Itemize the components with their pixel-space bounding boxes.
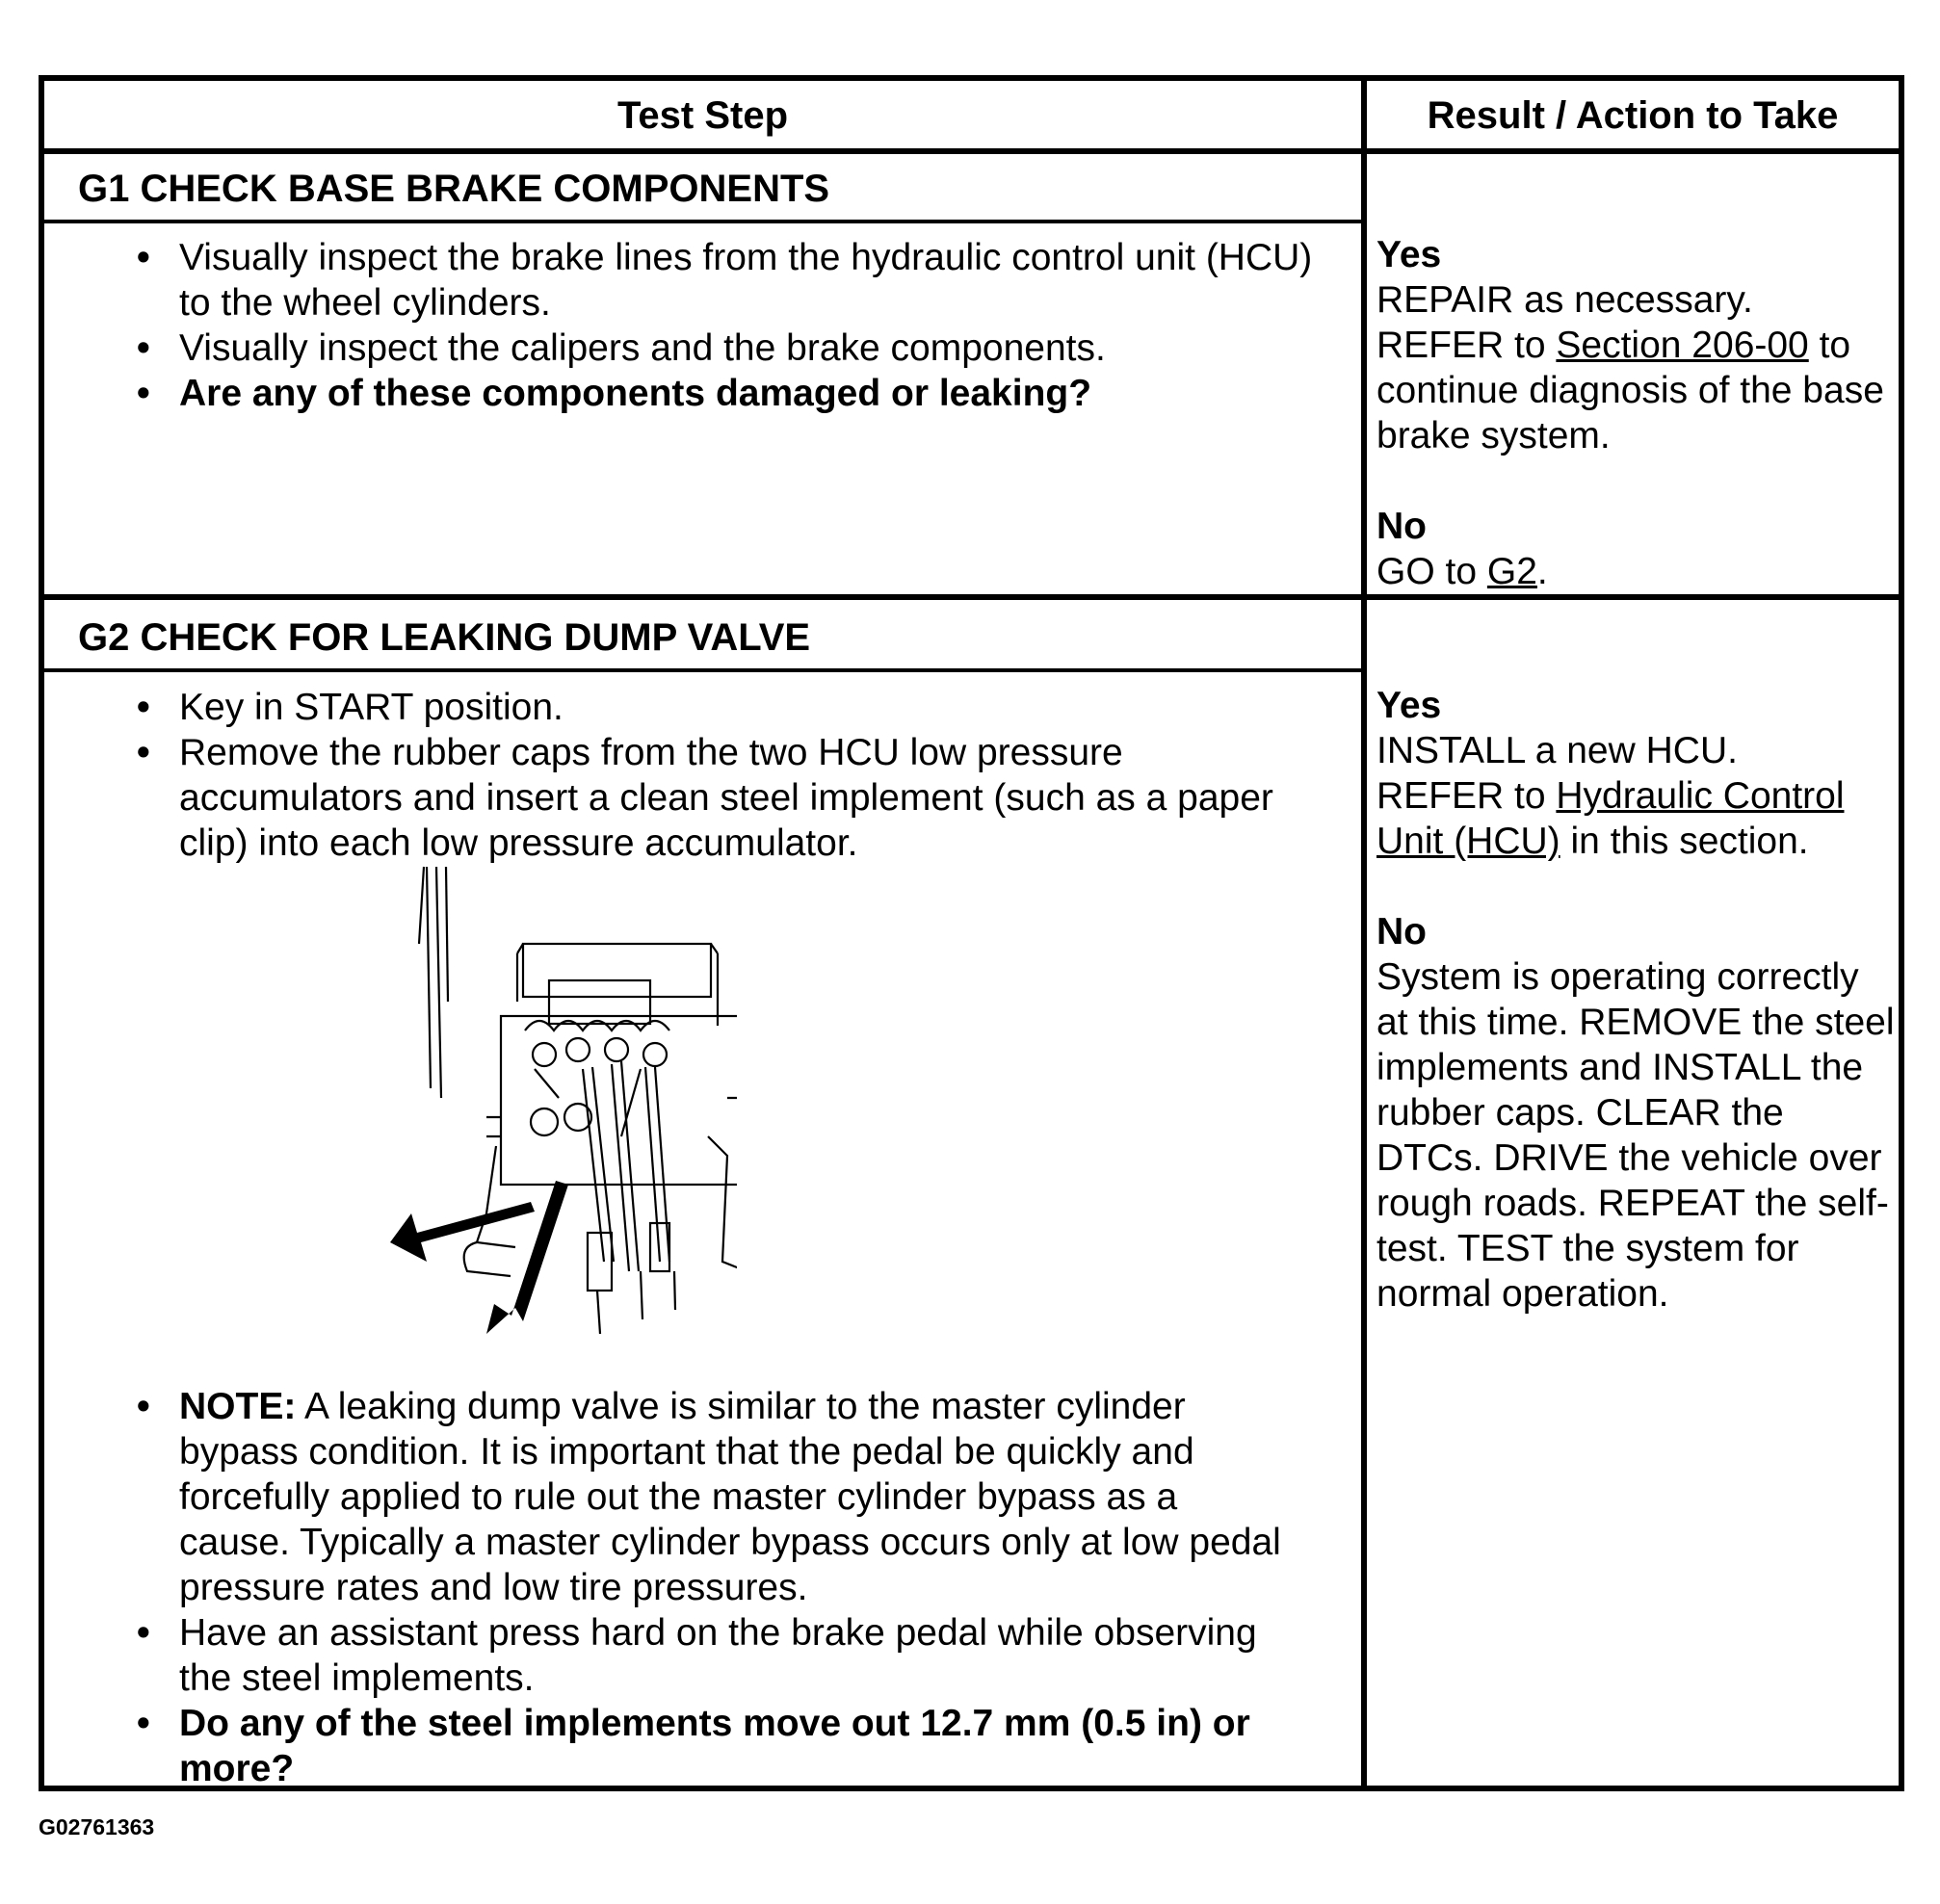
section-206-00-link[interactable]: Section 206-00: [1556, 325, 1809, 366]
g2-note: • NOTE: A leaking dump valve is similar to the master cylinder bypass condition. It is important that the pedal be quickly and forcefully applied to rule out the master cylinder bypass as a cause. Typically a master cylinder bypass occurs only at low pedal pressure rates and low tire pressures.: [137, 1384, 1293, 1610]
g2-step-2: • Remove the rubber caps from the two HCU low pressure accumulators and insert a clean steel implement (such as a paper clip) into each low pressure accumulator.: [137, 730, 1331, 866]
g2-result: [1376, 683, 1897, 1317]
port: [605, 1038, 628, 1061]
arrow-accumulator-1: [390, 1202, 535, 1262]
g2-no-label: No: [1376, 911, 1427, 952]
g1-step-list: [137, 235, 1331, 416]
hcu-accumulator-illustration: [380, 809, 737, 1348]
g2-step-1: • Key in START position.: [137, 685, 1331, 730]
port: [643, 1043, 667, 1066]
hcu-cover: [549, 980, 650, 1024]
header-result-action: Result / Action to Take: [1427, 94, 1839, 137]
g1-title-divider: [44, 220, 1361, 223]
brake-line: [436, 867, 441, 1098]
brake-line: [419, 867, 424, 944]
g2-question: • Do any of the steel implements move out 12.7 mm (0.5 in) or more?: [137, 1701, 1293, 1791]
brake-line: [446, 867, 448, 1002]
column-divider: [1361, 81, 1367, 1786]
diagnostic-table: [39, 75, 1904, 1791]
header-divider: [44, 148, 1899, 154]
g2-title-divider: [44, 668, 1361, 672]
note-label: NOTE:: [179, 1386, 297, 1427]
g1-yes-label: Yes: [1376, 234, 1442, 275]
header-test-step: Test Step: [616, 94, 789, 137]
g2-yes-label: Yes: [1376, 685, 1442, 726]
g1-question: • Are any of these components damaged or leaking?: [137, 371, 1331, 416]
g1-yes-refer: REFER to Section 206-00 to continue diagnosis of the base brake system.: [1376, 325, 1884, 456]
g2-step-assistant: • Have an assistant press hard on the brake pedal while observing the steel implements.: [137, 1610, 1293, 1701]
g2-yes-refer: REFER to Hydraulic Control Unit (HCU) in this section.: [1376, 775, 1845, 862]
fitting: [588, 1233, 612, 1291]
g1-step-2: • Visually inspect the calipers and the brake components.: [137, 326, 1331, 371]
figure-id: G02761363: [39, 1814, 155, 1839]
g1-result: [1376, 232, 1897, 594]
g2-title: G2 CHECK FOR LEAKING DUMP VALVE: [78, 616, 811, 659]
g1-no-label: No: [1376, 506, 1427, 547]
g1-no-action: GO to G2.: [1376, 551, 1548, 592]
g1-g2-divider: [44, 594, 1899, 600]
hcu-link[interactable]: Hydraulic Control Unit (HCU): [1376, 775, 1845, 862]
port: [566, 1038, 590, 1061]
accumulator-cap: [531, 1108, 558, 1135]
go-to-g2-link[interactable]: G2: [1486, 551, 1537, 592]
g2-yes-action: INSTALL a new HCU.: [1376, 730, 1738, 771]
g2-step-list-bottom: [137, 1384, 1293, 1791]
g1-title: G1 CHECK BASE BRAKE COMPONENTS: [78, 168, 830, 210]
g1-step-1: • Visually inspect the brake lines from the hydraulic control unit (HCU) to the wheel cylinders.: [137, 235, 1331, 326]
g2-no-action: System is operating correctly at this time. REMOVE the steel implements and INSTALL the rubber caps. CLEAR the DTCs. DRIVE the vehicle over rough roads. REPEAT the self-test. TEST the system for normal operation.: [1376, 956, 1895, 1315]
port: [533, 1043, 556, 1066]
brake-line: [427, 867, 431, 1088]
g1-yes-action: REPAIR as necessary.: [1376, 279, 1753, 321]
hcu-top-housing: [523, 944, 711, 997]
